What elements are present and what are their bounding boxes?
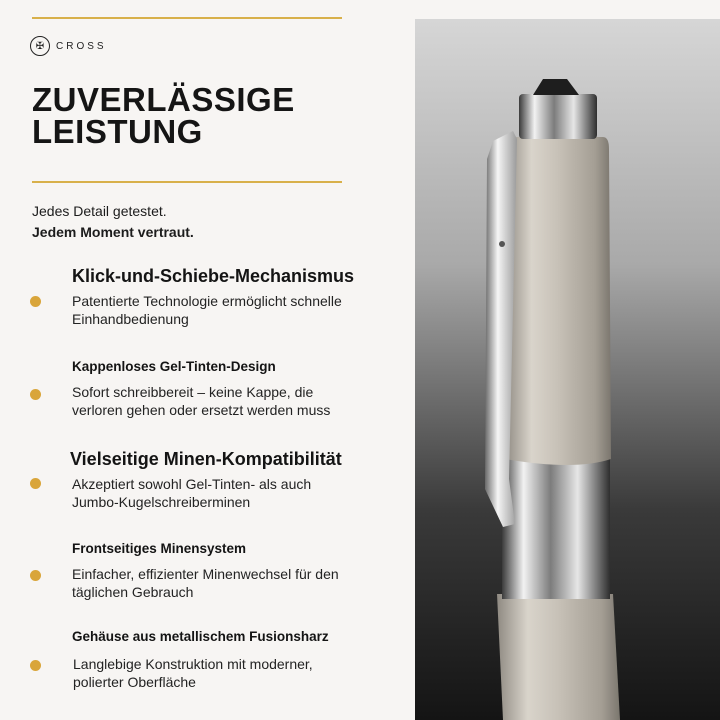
feature-title: Klick-und-Schiebe-Mechanismus [72,266,355,286]
feature-description-line: verloren gehen oder ersetzt werden muss [72,402,331,418]
top-divider [32,17,342,19]
feature-title: Gehäuse aus metallischem Fusionsharz [72,629,329,644]
bullet-dot-icon [30,389,41,400]
page-title-line2: LEISTUNG [32,113,203,150]
feature-description-line: Einhandbedienung [72,311,189,327]
bullet-dot-icon [30,296,41,307]
feature-description-line: Langlebige Konstruktion mit moderner, [73,656,313,672]
tagline [32,201,194,243]
brand-name: CROSS [56,40,107,52]
feature-title: Kappenloses Gel-Tinten-Design [72,359,276,374]
feature-description [72,565,412,601]
feature-title: Frontseitiges Minensystem [72,541,247,556]
bullet-dot-icon [30,660,41,671]
feature-description-line: Sofort schreibbereit – keine Kappe, die [72,384,314,400]
product-photo [415,19,720,720]
cross-lion-logo-icon: ✠ [30,36,50,56]
feature-title: Vielseitige Minen-Kompatibilität [70,449,342,469]
page-title [32,81,295,150]
feature-description-line: Jumbo-Kugelschreiberminen [72,494,251,510]
feature-description [73,655,413,691]
feature-description-line: Einfacher, effizienter Minenwechsel für den [72,566,339,582]
brand-logo [30,36,107,56]
tagline-line1: Jedes Detail getestet. [32,203,167,219]
tagline-line2: Jedem Moment vertraut. [32,224,194,240]
feature-description-line: täglichen Gebrauch [72,584,194,600]
bullet-dot-icon [30,478,41,489]
headline-divider [32,181,342,183]
feature-description-line: polierter Oberfläche [73,674,196,690]
feature-description-line: Akzeptiert sowohl Gel-Tinten- als auch [72,476,312,492]
feature-description [72,292,412,328]
feature-description-line: Patentierte Technologie ermöglicht schnelle [72,293,342,309]
page-title-line1: ZUVERLÄSSIGE [32,81,295,118]
feature-description [72,475,412,511]
bullet-dot-icon [30,570,41,581]
pen-illustration [415,19,720,720]
feature-description [72,383,412,419]
